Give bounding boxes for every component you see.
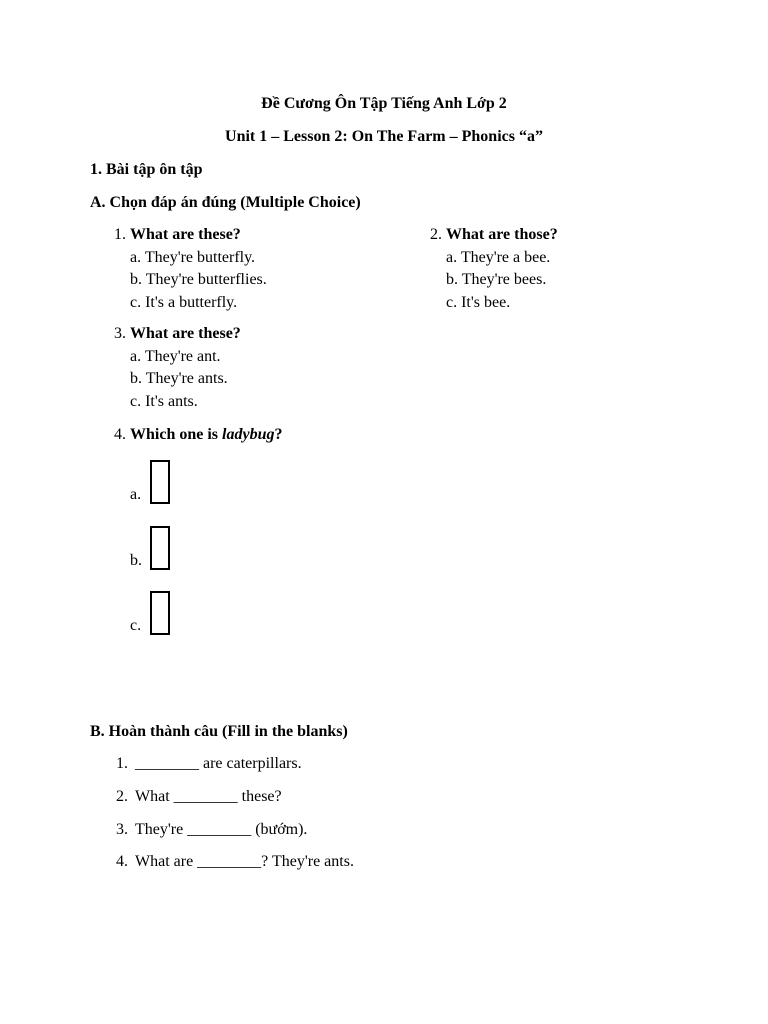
question-prefix: Which one is (130, 426, 223, 443)
option-b: b. They're butterflies. (130, 271, 267, 288)
question-text: What are these? (130, 325, 241, 342)
missing-image-icon (150, 526, 170, 570)
fill-item-4 (108, 852, 354, 872)
option-a: a. They're a bee. (446, 248, 551, 266)
option-c: c. It's ants. (130, 392, 198, 410)
missing-image-icon (150, 460, 170, 504)
question-number: 2. (430, 226, 442, 243)
question-text (130, 424, 282, 447)
option-a: a. They're ant. (130, 347, 221, 365)
option-c: c. It's a butterfly. (130, 293, 238, 311)
fill-number: 3. (116, 821, 128, 838)
fill-item-3 (108, 820, 307, 840)
question-text: What are these? (130, 226, 241, 243)
option-c: c. It's bee. (446, 293, 511, 311)
fill-text: ________ are caterpillars. (135, 755, 302, 772)
question-number: 3. (114, 325, 126, 342)
option-label: b. (130, 552, 142, 569)
fill-item-1 (108, 754, 302, 774)
document-title: Đề Cương Ôn Tập Tiếng Anh Lớp 2 (261, 95, 507, 112)
fill-text: They're ________ (bướm). (135, 821, 308, 838)
option-b: b. They're ants. (130, 370, 228, 387)
option-b: b. They're bees. (446, 271, 547, 288)
document-subtitle: Unit 1 – Lesson 2: On The Farm – Phonics “a” (225, 128, 543, 145)
fill-text: What ________ these? (135, 788, 282, 805)
section-heading-a: A. Chọn đáp án đúng (Multiple Choice) (90, 194, 361, 211)
section-heading-1: 1. Bài tập ôn tập (90, 161, 203, 178)
missing-image-icon (150, 591, 170, 635)
question-number: 4. (114, 426, 126, 443)
option-label: a. (130, 486, 142, 503)
option-label: c. (130, 617, 142, 634)
question-suffix: ? (274, 426, 283, 443)
fill-number: 1. (116, 755, 128, 772)
fill-number: 4. (116, 853, 128, 870)
fill-item-2 (108, 787, 282, 807)
option-a: a. They're butterfly. (130, 248, 256, 266)
section-heading-b: B. Hoàn thành câu (Fill in the blanks) (90, 723, 348, 740)
question-text: What are those? (446, 226, 558, 243)
fill-text: What are ________? They're ants. (135, 853, 354, 870)
fill-number: 2. (116, 788, 128, 805)
question-number: 1. (114, 226, 126, 243)
question-emphasis: ladybug (222, 426, 275, 443)
